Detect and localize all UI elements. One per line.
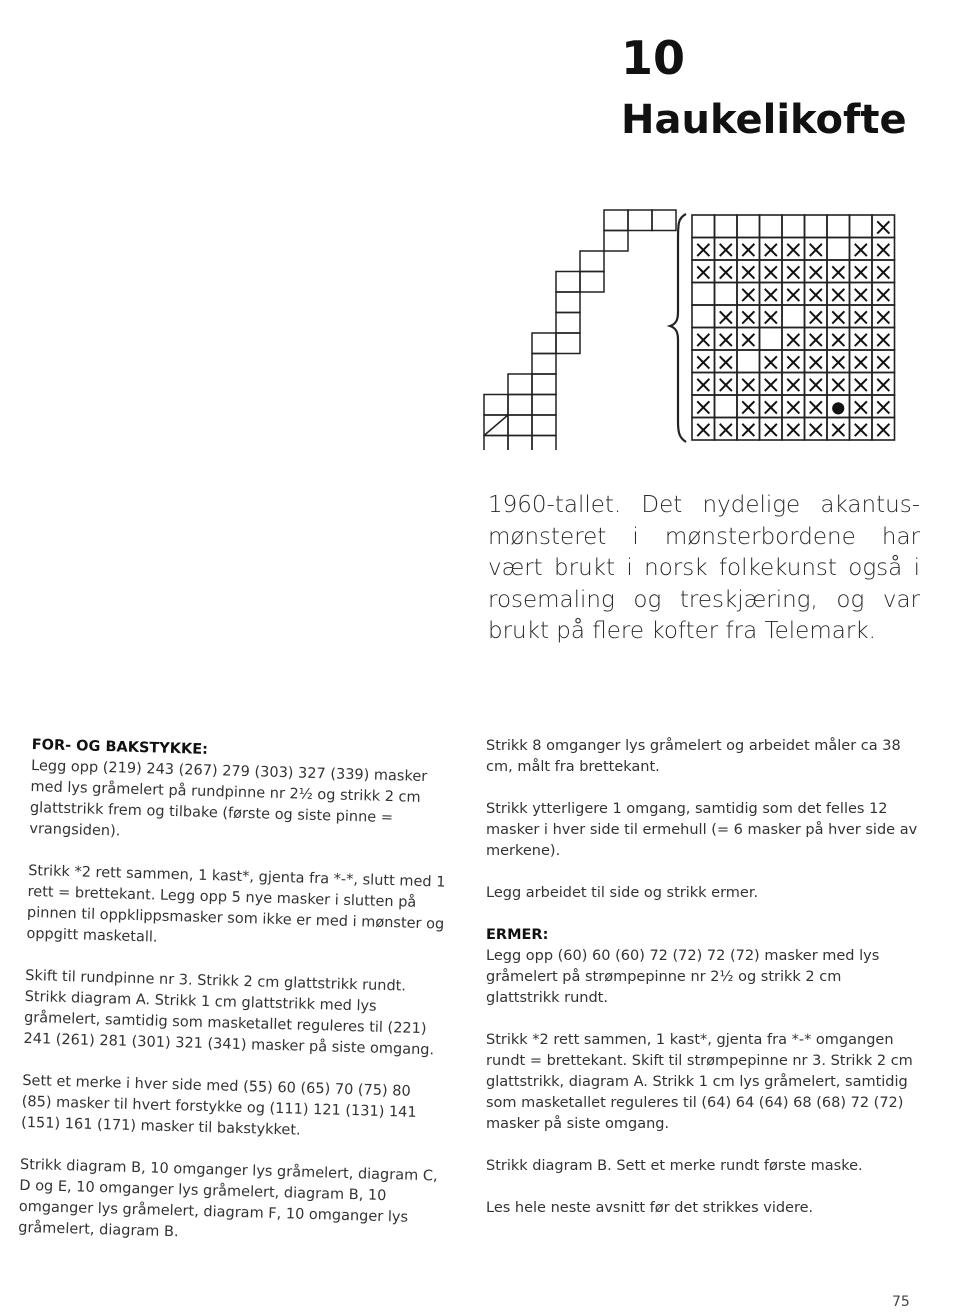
cross-stitch-symbol: × bbox=[715, 235, 736, 264]
cross-stitch-symbol: × bbox=[805, 302, 826, 331]
outline-cell bbox=[484, 395, 508, 416]
cross-stitch-symbol: × bbox=[850, 392, 871, 421]
intro-paragraph: 1960-tallet. Det nydelige akantusmønsteret i mønsterbordene har vært brukt i norsk folkekunst også i rosemaling og treskjæring, og var brukt på flere kofter fra Telemark. bbox=[488, 492, 920, 644]
cross-stitch-symbol: × bbox=[783, 392, 804, 421]
outline-diagonal bbox=[484, 415, 508, 436]
outline-cell bbox=[508, 436, 532, 451]
cross-stitch-symbol: × bbox=[715, 257, 736, 286]
instruction-paragraph: Sett et merke i hver side med (55) 60 (65) 70 (75) 80 (85) masker til hvert forstykke og (111) 121 (131) 141 (151) 161 (171) masker til bakstykket. bbox=[20, 1072, 417, 1139]
cross-stitch-symbol: × bbox=[715, 415, 736, 444]
cross-stitch-symbol: × bbox=[873, 212, 894, 241]
outline-cell bbox=[604, 231, 628, 252]
instruction-paragraph: Strikk 8 omganger lys gråmelert og arbeidet måler ca 38 cm, målt fra brettekant. bbox=[486, 738, 901, 775]
section-heading-sleeves: ERMER: bbox=[486, 927, 549, 943]
chart-cell bbox=[692, 283, 715, 306]
chart-cell bbox=[737, 215, 760, 238]
chart-cell bbox=[827, 215, 850, 238]
cross-stitch-symbol: × bbox=[715, 302, 736, 331]
instruction-paragraph: Legg opp (219) 243 (267) 279 (303) 327 (339) masker med lys gråmelert på rundpinne nr 2½ og strikk 2 cm glattstrikk frem og tilbake (første og siste pinne = vrangsiden). bbox=[29, 757, 428, 840]
cross-stitch-symbol: × bbox=[828, 302, 849, 331]
instruction-paragraph: Strikk *2 rett sammen, 1 kast*, gjenta fra *-* omgangen rundt = brettekant. Skift til strømpepinne nr 3. Strikk 2 cm glattstrikk, diagram A. Strikk 1 cm lys gråmelert, samtidig som masketallet reguleres til (64) 64 (64) 68 (68) 72 (72) masker på siste omgang. bbox=[486, 1032, 913, 1132]
instruction-paragraph: Strikk diagram B, 10 omganger lys gråmelert, diagram C, D og E, 10 omganger lys gråmelert, diagram B, 10 omganger lys gråmelert, diagram F, 10 omganger lys gråmelert, diagram B. bbox=[18, 1156, 438, 1241]
outline-cell bbox=[652, 210, 676, 231]
cross-stitch-symbol: × bbox=[783, 280, 804, 309]
instruction-paragraph: Strikk ytterligere 1 omgang, samtidig som det felles 12 masker i hver side til ermehull (= 6 masker på hver side av merkene). bbox=[486, 801, 918, 859]
cross-stitch-symbol: × bbox=[738, 392, 759, 421]
cross-stitch-symbol: × bbox=[693, 415, 714, 444]
cross-stitch-symbol: × bbox=[873, 302, 894, 331]
outline-cell bbox=[556, 292, 580, 313]
cross-stitch-symbol: × bbox=[850, 302, 871, 331]
cross-stitch-symbol: × bbox=[738, 302, 759, 331]
outline-cell bbox=[532, 333, 556, 354]
cross-stitch-symbol: × bbox=[828, 347, 849, 376]
cross-stitch-symbol: × bbox=[693, 370, 714, 399]
cross-stitch-symbol: × bbox=[873, 257, 894, 286]
cross-stitch-symbol: × bbox=[760, 302, 781, 331]
chart-cell bbox=[782, 215, 805, 238]
cross-stitch-symbol: × bbox=[738, 235, 759, 264]
cross-stitch-symbol: × bbox=[850, 257, 871, 286]
instruction-paragraph: Legg arbeidet til side og strikk ermer. bbox=[486, 885, 759, 901]
cross-stitch-symbol: × bbox=[850, 280, 871, 309]
cross-stitch-symbol: × bbox=[693, 392, 714, 421]
instruction-paragraph: Les hele neste avsnitt før det strikkes videre. bbox=[486, 1200, 814, 1216]
cross-stitch-symbol: × bbox=[850, 235, 871, 264]
cross-stitch-symbol: × bbox=[760, 235, 781, 264]
cross-stitch-symbol: × bbox=[828, 257, 849, 286]
pattern-title: Haukelikofte bbox=[621, 97, 907, 143]
chart-cell bbox=[850, 215, 873, 238]
chart-cell bbox=[760, 215, 783, 238]
instruction-paragraph: Strikk diagram B. Sett et merke rundt første maske. bbox=[486, 1158, 863, 1174]
right-text-column bbox=[486, 736, 918, 1240]
instruction-paragraph: Legg opp (60) 60 (60) 72 (72) 72 (72) masker med lys gråmelert på strømpepinne nr 2½ og strikk 2 cm glattstrikk rundt. bbox=[486, 948, 880, 1006]
cross-stitch-symbol: × bbox=[828, 415, 849, 444]
cross-stitch-symbol: × bbox=[873, 392, 894, 421]
cross-stitch-symbol: × bbox=[850, 370, 871, 399]
instruction-paragraph: Strikk *2 rett sammen, 1 kast*, gjenta fra *-*, slutt med 1 rett = brettekant. Legg opp 5 nye masker i slutten på pinnen til oppklippsmasker som ikke er med i mønster og oppgitt masketall. bbox=[26, 862, 446, 946]
cross-stitch-symbol: × bbox=[805, 257, 826, 286]
outline-cell bbox=[508, 395, 532, 416]
cross-stitch-symbol: × bbox=[693, 325, 714, 354]
cross-stitch-symbol: × bbox=[873, 347, 894, 376]
cross-stitch-symbol: × bbox=[760, 370, 781, 399]
cross-stitch-symbol: × bbox=[805, 392, 826, 421]
chapter-number: 10 bbox=[621, 31, 686, 85]
dot-stitch-symbol: ● bbox=[831, 397, 846, 417]
cross-stitch-symbol: × bbox=[873, 325, 894, 354]
cross-stitch-symbol: × bbox=[760, 257, 781, 286]
cross-stitch-symbol: × bbox=[693, 347, 714, 376]
chart-cell bbox=[805, 215, 828, 238]
cross-stitch-symbol: × bbox=[873, 280, 894, 309]
left-text-column bbox=[17, 735, 451, 1272]
instruction-paragraph: Skift til rundpinne nr 3. Strikk 2 cm glattstrikk rundt. Strikk diagram A. Strikk 1 cm glattstrikk med lys gråmelert, samtidig som masketallet reguleres til (221) 241 (261) 281 (301) 321 (341) masker på siste omgang. bbox=[23, 967, 435, 1059]
cross-stitch-symbol: × bbox=[738, 415, 759, 444]
outline-cell bbox=[556, 313, 580, 334]
cross-stitch-symbol: × bbox=[783, 370, 804, 399]
cross-stitch-symbol: × bbox=[850, 415, 871, 444]
knitting-chart-diagram bbox=[470, 200, 930, 450]
cross-stitch-symbol: × bbox=[693, 257, 714, 286]
outline-cell bbox=[508, 415, 532, 436]
cross-stitch-symbol: × bbox=[805, 280, 826, 309]
cross-stitch-symbol: × bbox=[783, 235, 804, 264]
cross-stitch-symbol: × bbox=[828, 280, 849, 309]
outline-cell bbox=[556, 272, 580, 293]
cross-stitch-symbol: × bbox=[873, 370, 894, 399]
cross-stitch-symbol: × bbox=[715, 347, 736, 376]
outline-cell bbox=[532, 415, 556, 436]
cross-stitch-symbol: × bbox=[850, 325, 871, 354]
outline-cell bbox=[532, 436, 556, 451]
chart-cell bbox=[692, 215, 715, 238]
section-heading-front-back: FOR- OG BAKSTYKKE: bbox=[31, 736, 209, 758]
cross-stitch-symbol: × bbox=[738, 325, 759, 354]
outline-cell bbox=[508, 374, 532, 395]
cross-stitch-symbol: × bbox=[873, 415, 894, 444]
cross-stitch-symbol: × bbox=[783, 347, 804, 376]
page-number: 75 bbox=[892, 1294, 910, 1310]
cross-stitch-symbol: × bbox=[783, 257, 804, 286]
cross-stitch-symbol: × bbox=[805, 325, 826, 354]
chart-cell bbox=[782, 305, 805, 328]
cross-stitch-symbol: × bbox=[715, 325, 736, 354]
chart-outline-staircase bbox=[484, 210, 676, 450]
cross-stitch-symbol: × bbox=[760, 392, 781, 421]
outline-cell bbox=[532, 395, 556, 416]
outline-cell bbox=[580, 251, 604, 272]
chart-cell bbox=[827, 238, 850, 261]
cross-stitch-symbol: × bbox=[828, 370, 849, 399]
chart-cell bbox=[715, 395, 738, 418]
outline-cell bbox=[532, 354, 556, 375]
cross-stitch-symbol: × bbox=[715, 370, 736, 399]
cross-stitch-symbol: × bbox=[693, 235, 714, 264]
cross-stitch-symbol: × bbox=[760, 415, 781, 444]
cross-stitch-symbol: × bbox=[805, 347, 826, 376]
chart-curly-brace bbox=[670, 214, 686, 442]
cross-stitch-symbol: × bbox=[805, 370, 826, 399]
outline-cell bbox=[628, 210, 652, 231]
cross-stitch-symbol: × bbox=[805, 415, 826, 444]
outline-cell bbox=[556, 333, 580, 354]
cross-stitch-symbol: × bbox=[850, 347, 871, 376]
cross-stitch-symbol: × bbox=[873, 235, 894, 264]
cross-stitch-symbol: × bbox=[760, 280, 781, 309]
cross-stitch-symbol: × bbox=[738, 370, 759, 399]
cross-stitch-symbol: × bbox=[738, 280, 759, 309]
chart-cell bbox=[737, 350, 760, 373]
cross-stitch-symbol: × bbox=[738, 257, 759, 286]
chart-cell bbox=[760, 328, 783, 351]
cross-stitch-symbol: × bbox=[760, 347, 781, 376]
outline-cell bbox=[484, 436, 508, 451]
cross-stitch-symbol: × bbox=[783, 325, 804, 354]
outline-cell bbox=[532, 374, 556, 395]
cross-stitch-symbol: × bbox=[783, 415, 804, 444]
chart-cell bbox=[692, 305, 715, 328]
chart-cell bbox=[715, 215, 738, 238]
cross-stitch-symbol: × bbox=[805, 235, 826, 264]
chart-cell bbox=[715, 283, 738, 306]
outline-cell bbox=[604, 210, 628, 231]
cross-stitch-symbol: × bbox=[828, 325, 849, 354]
chart-pattern-grid bbox=[692, 213, 895, 444]
outline-cell bbox=[580, 272, 604, 293]
